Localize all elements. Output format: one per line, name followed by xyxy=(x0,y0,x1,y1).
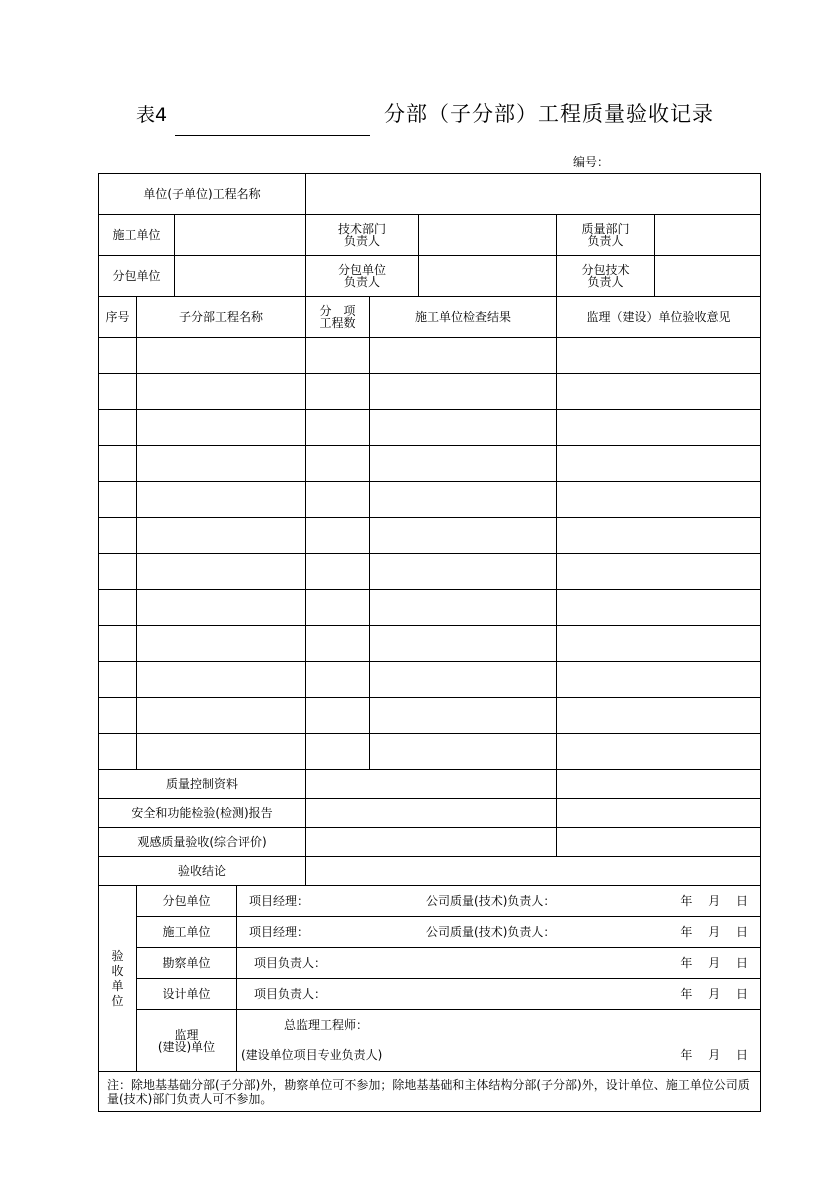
table-number: 表4 xyxy=(136,104,168,126)
tech-dept-head-label xyxy=(306,215,419,256)
quality-control-docs-result[interactable] xyxy=(306,770,557,799)
col-seq: 序号 xyxy=(99,297,137,338)
acceptance-construction-label: 施工单位 xyxy=(137,917,237,948)
quality-control-docs-opinion[interactable] xyxy=(557,770,761,799)
table-row xyxy=(99,374,761,410)
subcontract-head-label xyxy=(306,256,419,297)
acceptance-char-2: 收 xyxy=(111,963,124,978)
tech-dept-head-line2: 负责人 xyxy=(343,234,380,248)
owner-project-head-sign[interactable] xyxy=(237,1041,761,1072)
col-item-count-line1: 分 项 xyxy=(319,304,356,318)
inspection-result-cell[interactable] xyxy=(370,698,557,734)
tech-dept-head-value[interactable] xyxy=(419,215,557,256)
company-quality-head-label: 公司质量(技术)负责人： xyxy=(426,893,556,908)
seq-cell[interactable] xyxy=(99,410,137,446)
sub-project-name-cell[interactable] xyxy=(137,554,306,590)
supervision-opinion-cell[interactable] xyxy=(557,626,761,662)
inspection-result-cell[interactable] xyxy=(370,410,557,446)
footnote: 注：除地基基础分部(子分部)外，勘察单位可不参加；除地基基础和主体结构分部(子分部)外，设计单位、施工单位公司质量(技术)部门负责人可不参加。 xyxy=(99,1072,761,1112)
subcontract-tech-head-line2: 负责人 xyxy=(587,275,624,289)
col-sub-project-name: 子分部工程名称 xyxy=(137,297,306,338)
quality-dept-head-label xyxy=(557,215,655,256)
table-row xyxy=(99,518,761,554)
seq-cell[interactable] xyxy=(99,518,137,554)
sub-project-name-cell[interactable] xyxy=(137,698,306,734)
project-head-label: 项目负责人： xyxy=(254,955,327,970)
inspection-result-cell[interactable] xyxy=(370,518,557,554)
seq-cell[interactable] xyxy=(99,554,137,590)
appearance-quality-label: 观感质量验收(综合评价) xyxy=(99,828,306,857)
project-manager-label: 项目经理： xyxy=(249,893,310,908)
supervision-opinion-cell[interactable] xyxy=(557,410,761,446)
date-field: 年 月 日 xyxy=(680,955,749,970)
appearance-quality-opinion[interactable] xyxy=(557,828,761,857)
inspection-result-cell[interactable] xyxy=(370,590,557,626)
supervision-opinion-cell[interactable] xyxy=(557,482,761,518)
acceptance-survey-sign[interactable] xyxy=(237,948,761,979)
table-row xyxy=(99,734,761,770)
company-quality-head-label: 公司质量(技术)负责人： xyxy=(426,924,556,939)
acceptance-survey-row xyxy=(99,948,761,979)
item-count-cell[interactable] xyxy=(306,590,370,626)
item-count-cell[interactable] xyxy=(306,482,370,518)
subcontract-unit-label: 分包单位 xyxy=(99,256,175,297)
subcontract-tech-head-value[interactable] xyxy=(655,256,761,297)
acceptance-design-sign[interactable] xyxy=(237,979,761,1010)
acceptance-supervision-label xyxy=(137,1010,237,1072)
construction-unit-value[interactable] xyxy=(175,215,306,256)
sub-project-name-cell[interactable] xyxy=(137,482,306,518)
note-row xyxy=(99,1072,761,1112)
item-count-cell[interactable] xyxy=(306,410,370,446)
tech-dept-head-line1: 技术部门 xyxy=(337,222,386,236)
acceptance-subcontract-sign[interactable] xyxy=(237,886,761,917)
inspection-result-cell[interactable] xyxy=(370,626,557,662)
acceptance-char-4: 位 xyxy=(111,993,124,1008)
inspection-result-cell[interactable] xyxy=(370,554,557,590)
conclusion-row xyxy=(99,857,761,886)
col-item-count-line2: 工程数 xyxy=(319,316,356,330)
seq-cell[interactable] xyxy=(99,734,137,770)
sub-project-name-cell[interactable] xyxy=(137,338,306,374)
acceptance-char-1: 验 xyxy=(111,948,124,963)
subcontract-head-line1: 分包单位 xyxy=(337,263,386,277)
seq-cell[interactable] xyxy=(99,482,137,518)
acceptance-subcontract-row xyxy=(99,886,761,917)
subcontract-unit-value[interactable] xyxy=(175,256,306,297)
serial-number-label: 编号： xyxy=(573,155,610,169)
construction-unit-label: 施工单位 xyxy=(99,215,175,256)
supervision-opinion-cell[interactable] xyxy=(557,734,761,770)
sub-project-name-cell[interactable] xyxy=(137,446,306,482)
inspection-result-cell[interactable] xyxy=(370,662,557,698)
col-supervision-opinion: 监理（建设）单位验收意见 xyxy=(557,297,761,338)
safety-function-report-opinion[interactable] xyxy=(557,799,761,828)
acceptance-supervision-row-top xyxy=(99,1010,761,1041)
table-row xyxy=(99,698,761,734)
seq-cell[interactable] xyxy=(99,374,137,410)
item-count-cell[interactable] xyxy=(306,338,370,374)
safety-function-report-result[interactable] xyxy=(306,799,557,828)
supervision-opinion-cell[interactable] xyxy=(557,662,761,698)
item-count-cell[interactable] xyxy=(306,698,370,734)
subcontract-unit-row xyxy=(99,256,761,297)
table-row xyxy=(99,662,761,698)
sub-project-name-cell[interactable] xyxy=(137,590,306,626)
supervision-opinion-cell[interactable] xyxy=(557,698,761,734)
inspection-result-cell[interactable] xyxy=(370,734,557,770)
date-field: 年 月 日 xyxy=(680,893,749,908)
project-name-value[interactable] xyxy=(306,174,761,215)
sub-project-name-cell[interactable] xyxy=(137,626,306,662)
seq-cell[interactable] xyxy=(99,662,137,698)
supervision-opinion-cell[interactable] xyxy=(557,446,761,482)
quality-dept-head-value[interactable] xyxy=(655,215,761,256)
date-field: 年 月 日 xyxy=(680,986,749,1001)
table-row xyxy=(99,338,761,374)
supervision-label-line2: (建设)单位 xyxy=(157,1039,216,1054)
project-manager-label: 项目经理： xyxy=(249,924,310,939)
date-field: 年 月 日 xyxy=(680,924,749,939)
chief-supervisor-label: 总监理工程师： xyxy=(284,1017,369,1032)
sub-project-name-cell[interactable] xyxy=(137,518,306,554)
item-count-cell[interactable] xyxy=(306,662,370,698)
quality-control-docs-label: 质量控制资料 xyxy=(99,770,306,799)
subcontract-head-value[interactable] xyxy=(419,256,557,297)
supervision-opinion-cell[interactable] xyxy=(557,374,761,410)
safety-function-report-label: 安全和功能检验(检测)报告 xyxy=(99,799,306,828)
sub-project-name-cell[interactable] xyxy=(137,410,306,446)
seq-cell[interactable] xyxy=(99,626,137,662)
supervision-opinion-cell[interactable] xyxy=(557,518,761,554)
inspection-result-cell[interactable] xyxy=(370,446,557,482)
table-row xyxy=(99,554,761,590)
acceptance-record-table xyxy=(98,173,761,1112)
chief-supervisor-sign[interactable] xyxy=(237,1010,761,1041)
quality-control-docs-row xyxy=(99,770,761,799)
acceptance-unit-group-label xyxy=(99,886,137,1072)
acceptance-construction-row xyxy=(99,917,761,948)
item-count-cell[interactable] xyxy=(306,554,370,590)
table-row xyxy=(99,446,761,482)
table-row xyxy=(99,626,761,662)
col-item-count xyxy=(306,297,370,338)
conclusion-label: 验收结论 xyxy=(99,857,306,886)
seq-cell[interactable] xyxy=(99,698,137,734)
inspection-result-cell[interactable] xyxy=(370,338,557,374)
construction-unit-row xyxy=(99,215,761,256)
sub-project-name-cell[interactable] xyxy=(137,374,306,410)
page-title: 分部（子分部）工程质量验收记录 xyxy=(384,102,714,126)
appearance-quality-result[interactable] xyxy=(306,828,557,857)
col-inspection-result: 施工单位检查结果 xyxy=(370,297,557,338)
sub-project-name-cell[interactable] xyxy=(137,662,306,698)
quality-dept-head-line1: 质量部门 xyxy=(581,222,630,236)
conclusion-value[interactable] xyxy=(306,857,761,886)
inspection-result-cell[interactable] xyxy=(370,482,557,518)
table-row xyxy=(99,590,761,626)
safety-function-report-row xyxy=(99,799,761,828)
project-name-row xyxy=(99,174,761,215)
column-header-row xyxy=(99,297,761,338)
seq-cell[interactable] xyxy=(99,446,137,482)
seq-cell[interactable] xyxy=(99,590,137,626)
quality-dept-head-line2: 负责人 xyxy=(587,234,624,248)
project-name-label: 单位(子单位)工程名称 xyxy=(99,174,306,215)
supervision-opinion-cell[interactable] xyxy=(557,554,761,590)
subcontract-head-line2: 负责人 xyxy=(343,275,380,289)
sub-project-name-cell[interactable] xyxy=(137,734,306,770)
subcontract-tech-head-label xyxy=(557,256,655,297)
supervision-opinion-cell[interactable] xyxy=(557,338,761,374)
item-count-cell[interactable] xyxy=(306,626,370,662)
acceptance-char-3: 单 xyxy=(111,978,124,993)
appearance-quality-row xyxy=(99,828,761,857)
item-count-cell[interactable] xyxy=(306,374,370,410)
table-row xyxy=(99,482,761,518)
project-head-label: 项目负责人： xyxy=(254,986,327,1001)
subcontract-tech-head-line1: 分包技术 xyxy=(581,263,630,277)
date-field: 年 月 日 xyxy=(680,1048,749,1063)
item-count-cell[interactable] xyxy=(306,518,370,554)
supervision-opinion-cell[interactable] xyxy=(557,590,761,626)
item-count-cell[interactable] xyxy=(306,734,370,770)
acceptance-design-label: 设计单位 xyxy=(137,979,237,1010)
inspection-result-cell[interactable] xyxy=(370,374,557,410)
seq-cell[interactable] xyxy=(99,338,137,374)
table-row xyxy=(99,410,761,446)
item-count-cell[interactable] xyxy=(306,446,370,482)
acceptance-survey-label: 勘察单位 xyxy=(137,948,237,979)
owner-project-head-label: (建设单位项目专业负责人) xyxy=(241,1048,383,1063)
table-number-underline xyxy=(175,135,370,136)
data-rows xyxy=(99,338,761,770)
acceptance-design-row xyxy=(99,979,761,1010)
acceptance-subcontract-label: 分包单位 xyxy=(137,886,237,917)
supervision-label-line1: 监理 xyxy=(174,1027,199,1042)
acceptance-construction-sign[interactable] xyxy=(237,917,761,948)
